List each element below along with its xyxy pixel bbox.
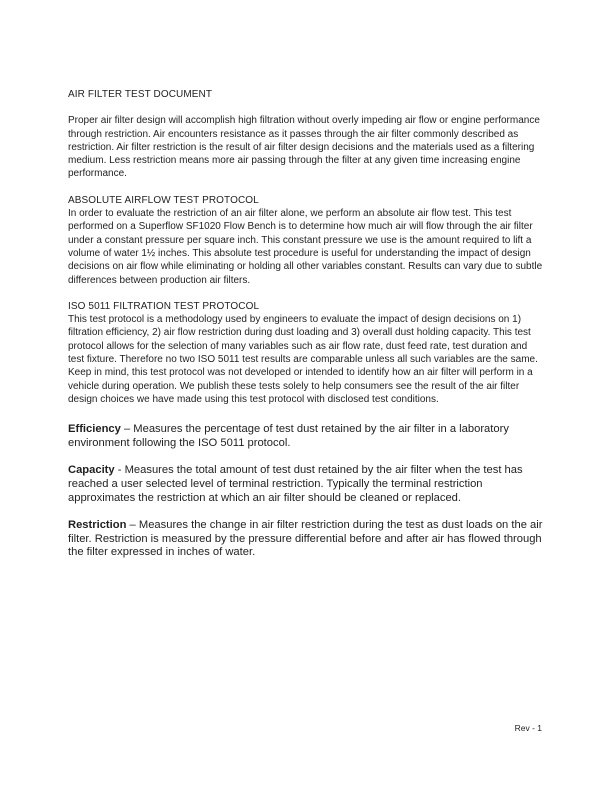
definition-capacity <box>68 464 544 505</box>
revision-label: Rev - 1 <box>514 723 542 733</box>
section-heading-absolute-airflow: ABSOLUTE AIRFLOW TEST PROTOCOL <box>68 194 259 206</box>
definition-term-efficiency: Efficiency <box>68 423 121 436</box>
definition-restriction <box>68 519 544 560</box>
definition-text-capacity: - Measures the total amount of test dust retained by the air filter when the test has reached a user selected level of terminal restriction. Typically the terminal restriction approximates the restriction at which an air filter should be cleaned or replaced. <box>68 464 523 504</box>
definitions-block <box>68 423 544 560</box>
section-heading-iso-5011: ISO 5011 FILTRATION TEST PROTOCOL <box>68 300 260 312</box>
section-body-iso-5011: This test protocol is a methodology used by engineers to evaluate the impact of design decisions on 1) filtration efficiency, 2) air flow restriction during dust loading and 3) overall dust holding capacity. This test protocol allows for the selection of many variables such as air flow rate, dust feed rate, test duration and test fixture. Therefore no two ISO 5011 test results are comparable unless all such variables are the same. Keep in mind, this test protocol was not developed or intended to identify how an air filter will perform in a vehicle during operation. We publish these tests solely to help consumers see the result of the air filter design choices we have made using this test protocol with disclosed test conditions. <box>68 314 538 405</box>
section-body-absolute-airflow: In order to evaluate the restriction of an air filter alone, we perform an absolute air flow test. This test performed on a Superflow SF1020 Flow Bench is to determine how much air will flow through the air filter under a constant pressure per square inch. This constant pressure we use is the amount required to lift a volume of water 1½ inches. This absolute test procedure is useful for understanding the impact of design decisions on air flow while eliminating or holding all other variables constant. Results can vary due to subtle differences between production air filters. <box>68 208 543 286</box>
definition-efficiency <box>68 423 544 450</box>
intro-paragraph: Proper air filter design will accomplish high filtration without overly impeding air flow or engine performance through restriction. Air encounters resistance as it passes through the air filter commonly described as restriction. Air filter restriction is the result of air filter design decisions and the materials used as a filtering medium. Less restriction means more air passing through the filter at any given time increasing engine performance. <box>68 115 540 180</box>
document-title: AIR FILTER TEST DOCUMENT <box>68 89 213 100</box>
definition-text-restriction: – Measures the change in air filter restriction during the test as dust loads on the air filter. Restriction is measured by the pressure differential before and after air has flowed through the filter expressed in inches of water. <box>68 519 543 559</box>
definition-term-restriction: Restriction <box>68 519 127 532</box>
definition-term-capacity: Capacity <box>68 464 115 477</box>
definition-text-efficiency: – Measures the percentage of test dust retained by the air filter in a laboratory environment following the ISO 5011 protocol. <box>68 423 509 449</box>
